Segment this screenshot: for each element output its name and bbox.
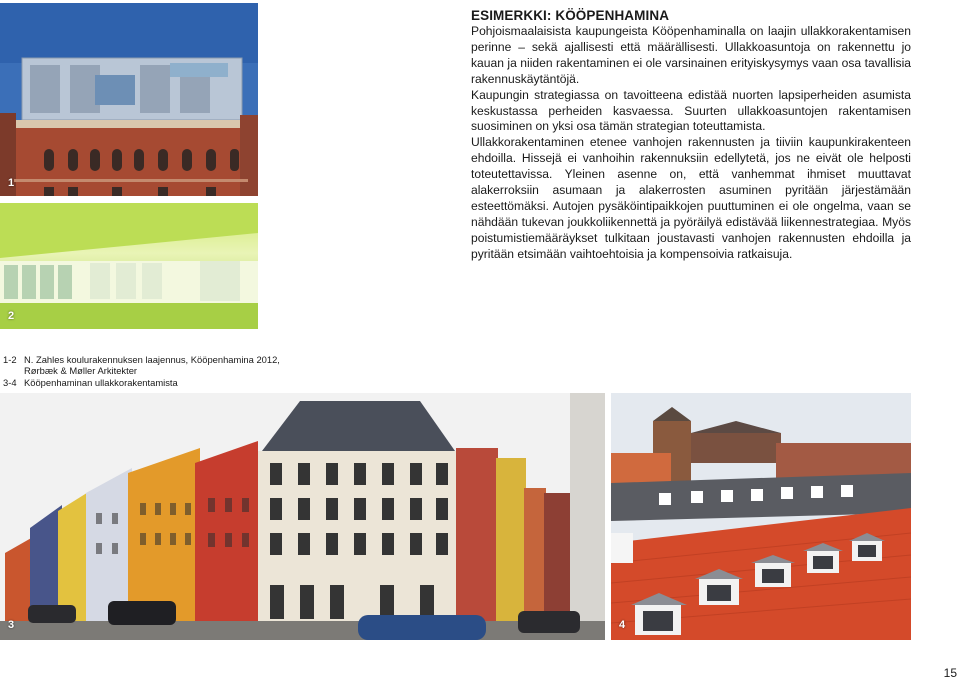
page-number: 15 bbox=[943, 666, 957, 679]
article-paragraph: Ullakkorakentaminen etenee vanhojen rakennusten ja tiiviin kaupunkirakenteen ehdoilla. Hissejä ei vanhoihin rakennuksiin edellytetä, jos ne eivät ole helposti toteutettavissa. Yleinen asenne on, että vanhemmat ihmiset muuttavat alakerroksiin asumaan ja alakerrosten asuminen pyritään järjestämään esteettömäksi. Autojen pysäköintipaikkojen puuttuminen ei ole ongelma, vaan se nähdään tukevan joukkoliikennettä ja pyöräilyä edistävää liikennestrategiaa. Myös poistumistiemääräykset tulkitaan joustavasti vanhojen rakennusten ehdoilla ja pyritään etsimään vaihtoehtoisia ja kompensoivia ratkaisuja. bbox=[471, 135, 911, 261]
photo-number: 4 bbox=[619, 619, 626, 631]
photo-number: 1 bbox=[8, 177, 15, 189]
caption-row: 3-4 Kööpenhaminan ullakkorakentamista bbox=[3, 376, 178, 388]
photo-interior bbox=[0, 203, 258, 329]
photo-rooftops bbox=[611, 393, 911, 640]
photo-number: 3 bbox=[8, 619, 15, 631]
photo-number: 2 bbox=[8, 310, 15, 322]
photo-school-extension bbox=[0, 3, 258, 196]
article-paragraph: Kaupungin strategiassa on tavoitteena edistää nuorten lapsiperheiden asumista keskustassa perheiden kasvaessa. Suurten ullakkoasuntojen rakentamisen suosiminen on yksi osa tämän strategian toteuttamista. bbox=[471, 87, 911, 134]
article-paragraph: Pohjoismaalaisista kaupungeista Kööpenhaminalla on laajin ullakkorakentamisen perinne – sekä ajallisesti että määrällisesti. Ullakkoasuntoja on rakennettu jo kauan ja niiden rakentaminen ei ole varsinainen erityiskysymys vaan osa tavallisia rakennuskäytäntöjä. bbox=[471, 24, 911, 86]
caption-row: 1-2 N. Zahles koulurakennuksen laajennus, Kööpenhamina 2012, bbox=[3, 354, 280, 365]
article bbox=[471, 7, 911, 263]
article-heading: ESIMERKKI: KÖÖPENHAMINA bbox=[471, 8, 670, 23]
caption-row: Rørbæk & Møller Arkitekter bbox=[24, 365, 138, 377]
figure-captions bbox=[3, 354, 280, 388]
photo-copenhagen-street bbox=[0, 393, 605, 640]
